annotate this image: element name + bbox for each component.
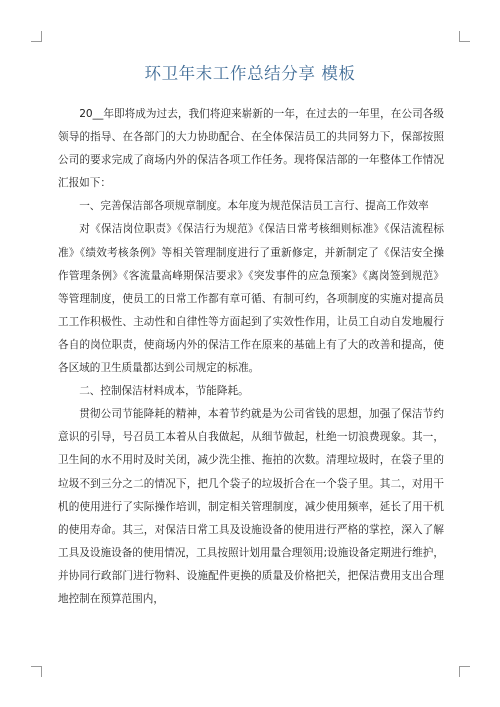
paragraph-cost-control: 贯彻公司节能降耗的精神，本着节约就是为公司省钱的思想，加强了保洁节约意识的引导，号召员工本着从自我做起，从细节做起，杜绝一切浪费现象。其一，卫生间的水不用时及时关闭，减少洗尘推、拖拍的次数。清理垃圾时，在袋子里的垃圾不到三分之二的情况下，把几个袋子的垃圾折合在一个袋子里。其二，对用干机的使用进行了实际操作培训，制定相关管理制度，减少使用频率，延长了用干机的使用寿命。其三，对保洁日常工具及设施设备的使用进行严格的掌控，深入了解工具及设施设备的使用情况，工具按照计划用量合理领用;设施设备定期进行维护，并协同行政部门进行物料、设施配件更换的质量及价格把关，把保洁费用支出合理地控制在预算范围内，: [58, 408, 444, 605]
paragraph-intro: 20__年即将成为过去，我们将迎来崭新的一年，在过去的一年里，在公司各级领导的指导、在各部门的大力协助配合、在全体保洁员工的共同努力下，保部按照公司的要求完成了商场内外的保洁各项工作任务。现将保洁部的一年整体工作情况汇报如下：: [58, 108, 444, 190]
crop-mark-top-right: [459, 31, 470, 42]
crop-mark-bottom-left: [31, 666, 42, 677]
crop-mark-bottom-right: [459, 666, 470, 677]
section-heading-1: 一、完善保洁部各项规章制度。本年度为规范保洁员工言行、提高工作效率: [79, 200, 429, 213]
paragraph-regulations: 对《保洁岗位职责》《保洁行为规范》《保洁日常考核细则标准》《保洁流程标准》《绩效考核条例》等相关管理制度进行了重新修定，并新制定了《保洁安全操作管理条例》《客流量高峰期保洁要求》《突发事件的应急预案》《离岗签到规范》等管理制度，使员工的日常工作都有章可循、有制可约，各项制度的实施对提高员工工作积极性、主动性和自律性等方面起到了实效性作用，让员工自动自发地履行各自的岗位职责，使商场内外的保洁工作在原来的基础上有了大的改善和提高，使各区域的卫生质量都达到公司规定的标准。: [58, 223, 444, 375]
section-heading-2: 二、控制保洁材料成本，节能降耗。: [79, 385, 249, 398]
document-body: [58, 103, 444, 611]
document-title: 环卫年末工作总结分享 模板: [144, 64, 356, 83]
crop-mark-top-left: [31, 31, 42, 42]
